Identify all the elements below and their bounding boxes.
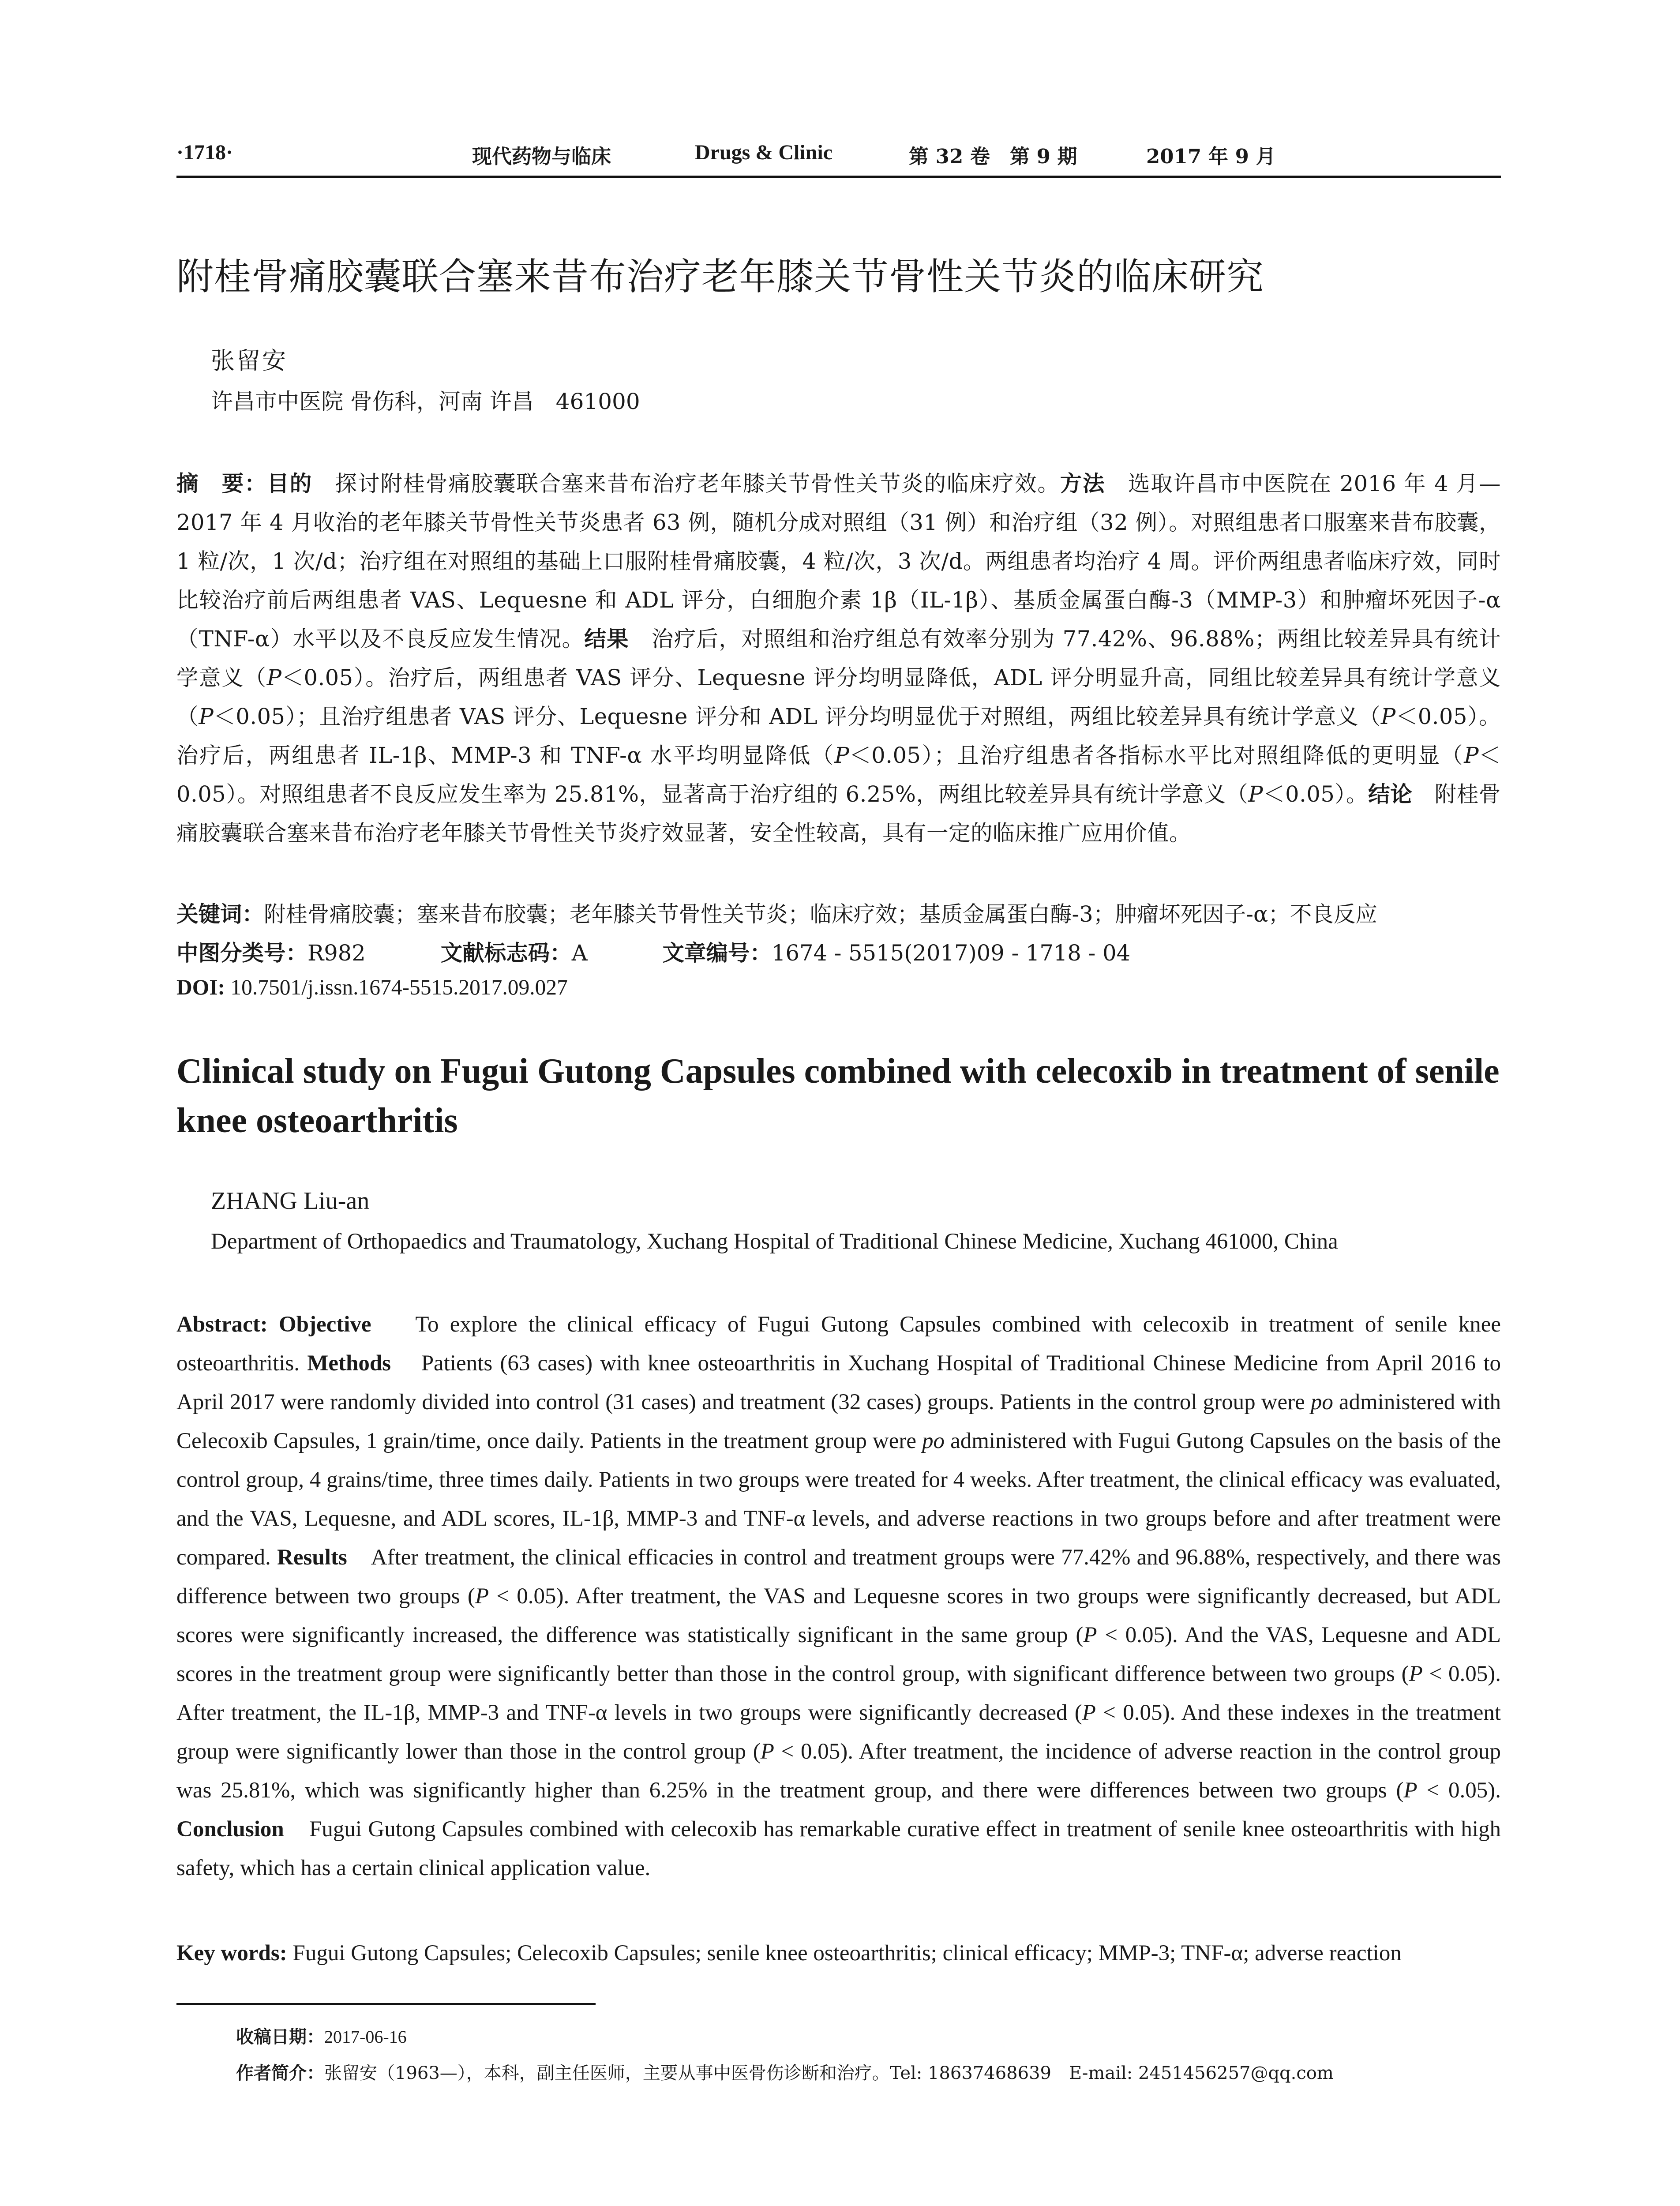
received-label: 收稿日期： <box>236 2027 324 2047</box>
page-number: ·1718· <box>176 141 233 164</box>
objective-text-en: To explore the clinical efficacy of Fugui Gutong Capsules combined with celecoxib in treatment of senile knee osteoarthritis. <box>176 1312 1501 1376</box>
received-date: 2017-06-16 <box>324 2027 407 2047</box>
affiliation-en: Department of Orthopaedics and Traumatology, Xuchang Hospital of Traditional Chinese Medicine, Xuchang 461000, China <box>211 1229 1338 1254</box>
journal-name-cn: 现代药物与临床 <box>472 145 611 168</box>
results-text-cn: 治疗后，对照组和治疗组总有效率分别为 77.42%、96.88%；两组比较差异具有统计学意义（P＜0.05）。治疗后，两组患者 VAS 评分、Lequesne 评分均明显降低，ADL 评分明显升高，同组比较差异具有统计学意义（P＜0.05）；且治疗组患者 VAS 评分、Lequesne 评分和 ADL 评分均明显优于对照组，两组比较差异具有统计学意义（P＜0.05）。治疗后，两组患者 IL-1β、MMP-3 和 TNF-α 水平均明显降低（P＜0.05）；且治疗组患者各指标水平比对照组降低的更明显（P＜0.05）。对照组患者不良反应发生率为 25.81%，显著高于治疗组的 6.25%，两组比较差异具有统计学意义（P＜0.05）。 <box>176 626 1501 807</box>
footnote-author-bio <box>236 2059 1334 2084</box>
article-no-value: 1674 - 5515(2017)09 - 1718 - 04 <box>772 940 1131 966</box>
title-cn: 附桂骨痛胶囊联合塞来昔布治疗老年膝关节骨性关节炎的临床研究 <box>176 255 1264 298</box>
issue-date: 2017 年 9 月 <box>1146 145 1276 168</box>
doc-code-label: 文献标志码： <box>440 940 572 966</box>
classification-line <box>176 936 1501 967</box>
running-header <box>176 140 1500 176</box>
author-cn: 张留安 <box>211 347 288 375</box>
conclusion-text-cn: 附桂骨痛胶囊联合塞来昔布治疗老年膝关节骨性关节炎疗效显著，安全性较高，具有一定的临床推广应用价值。 <box>176 781 1501 846</box>
methods-label-en: Methods <box>307 1351 391 1376</box>
keywords-text-en: Fugui Gutong Capsules; Celecoxib Capsules; senile knee osteoarthritis; clinical efficacy; MMP-3; TNF-α; adverse reaction <box>287 1941 1402 1966</box>
results-label-cn: 结果 <box>584 626 629 652</box>
doi-label: DOI: <box>176 975 225 999</box>
clc-value: R982 <box>308 940 366 966</box>
methods-text-en: Patients (63 cases) with knee osteoarthritis in Xuchang Hospital of Traditional Chinese Medicine from April 2016 to April 2017 were randomly divided into control (31 cases) and treatment (32 cases) groups. Patients in the control group were po administered with Celecoxib Capsules, 1 grain/time, once daily. Patients in the treatment group were po administered with Fugui Gutong Capsules on the basis of the control group, 4 grains/time, three times daily. Patients in two groups were treated for 4 weeks. After treatment, the clinical efficacy was evaluated, and the VAS, Lequesne, and ADL scores, IL-1β, MMP-3 and TNF-α levels, and adverse reactions in two groups before and after treatment were compared. <box>176 1351 1501 1570</box>
methods-text-cn: 选取许昌市中医院在 2016 年 4 月—2017 年 4 月收治的老年膝关节骨性关节炎患者 63 例，随机分成对照组（31 例）和治疗组（32 例）。对照组患者口服塞来昔布胶囊，1 粒/次，1 次/d；治疗组在对照组的基础上口服附桂骨痛胶囊，4 粒/次，3 次/d。两组患者均治疗 4 周。评价两组患者临床疗效，同时比较治疗前后两组患者 VAS、Lequesne 和 ADL 评分，白细胞介素 1β（IL-1β）、基质金属蛋白酶-3（MMP-3）和肿瘤坏死因子-α（TNF-α）水平以及不良反应发生情况。 <box>176 471 1501 652</box>
objective-text-cn: 探讨附桂骨痛胶囊联合塞来昔布治疗老年膝关节骨性关节炎的临床疗效。 <box>312 471 1060 496</box>
keywords-text-cn: 附桂骨痛胶囊；塞来昔布胶囊；老年膝关节骨性关节炎；临床疗效；基质金属蛋白酶-3；肿瘤坏死因子-α；不良反应 <box>264 901 1377 927</box>
abstract-label-en: Abstract: <box>176 1312 268 1337</box>
keywords-cn <box>176 897 1501 928</box>
header-rule <box>176 176 1501 178</box>
conclusion-text-en: Fugui Gutong Capsules combined with celecoxib has remarkable curative effect in treatment of senile knee osteoarthritis with high safety, which has a certain clinical application value. <box>176 1817 1501 1880</box>
clc-label: 中图分类号： <box>176 940 308 966</box>
results-text-en: After treatment, the clinical efficacies in control and treatment groups were 77.42% and 96.88%, respectively, and there was difference between two groups (P < 0.05). After treatment, the VAS and Lequesne scores in two groups were significantly decreased, but ADL scores were significantly increased, the difference was statistically significant in the same group (P < 0.05). And the VAS, Lequesne and ADL scores in the treatment group were significantly better than those in the control group, with significant difference between two groups (P < 0.05). After treatment, the IL-1β, MMP-3 and TNF-α levels in two groups were significantly decreased (P < 0.05). And these indexes in the treatment group were significantly lower than those in the control group (P < 0.05). After treatment, the incidence of adverse reaction in the control group was 25.81%, which was significantly higher than 6.25% in the treatment group, and there were differences between two groups (P < 0.05). <box>176 1545 1501 1803</box>
bio-text: 张留安（1963—），本科，副主任医师，主要从事中医骨伤诊断和治疗。Tel: 18637468639 E-mail: 2451456257@qq.com <box>324 2063 1334 2083</box>
abstract-label-cn: 摘 要： <box>176 471 267 496</box>
article-no-label: 文章编号： <box>662 940 772 966</box>
bio-label: 作者简介： <box>236 2063 324 2083</box>
keywords-en <box>176 1940 1501 1966</box>
doi-value: 10.7501/j.issn.1674-5515.2017.09.027 <box>225 975 568 999</box>
keywords-label-en: Key words: <box>176 1941 287 1966</box>
methods-label-cn: 方法 <box>1060 471 1106 496</box>
abstract-cn <box>176 464 1501 852</box>
journal-name-en: Drugs & Clinic <box>695 141 832 164</box>
footnote-received <box>236 2023 407 2048</box>
doi-line <box>176 975 1501 1000</box>
objective-label-cn: 目的 <box>267 471 313 496</box>
title-en: Clinical study on Fugui Gutong Capsules combined with celecoxib in treatment of senile knee osteoarthritis <box>176 1052 1500 1140</box>
results-label-en: Results <box>277 1545 347 1570</box>
conclusion-label-cn: 结论 <box>1368 781 1413 807</box>
volume-issue: 第 32 卷 第 9 期 <box>909 145 1077 168</box>
footnote-rule <box>176 2003 596 2005</box>
doc-code-value: A <box>571 940 588 966</box>
conclusion-label-en: Conclusion <box>176 1817 284 1842</box>
abstract-en <box>176 1305 1501 1887</box>
affiliation-cn: 许昌市中医院 骨伤科，河南 许昌 461000 <box>211 389 640 414</box>
keywords-label-cn: 关键词： <box>176 901 264 927</box>
author-en: ZHANG Liu-an <box>211 1187 370 1215</box>
objective-label-en: Objective <box>278 1312 371 1337</box>
